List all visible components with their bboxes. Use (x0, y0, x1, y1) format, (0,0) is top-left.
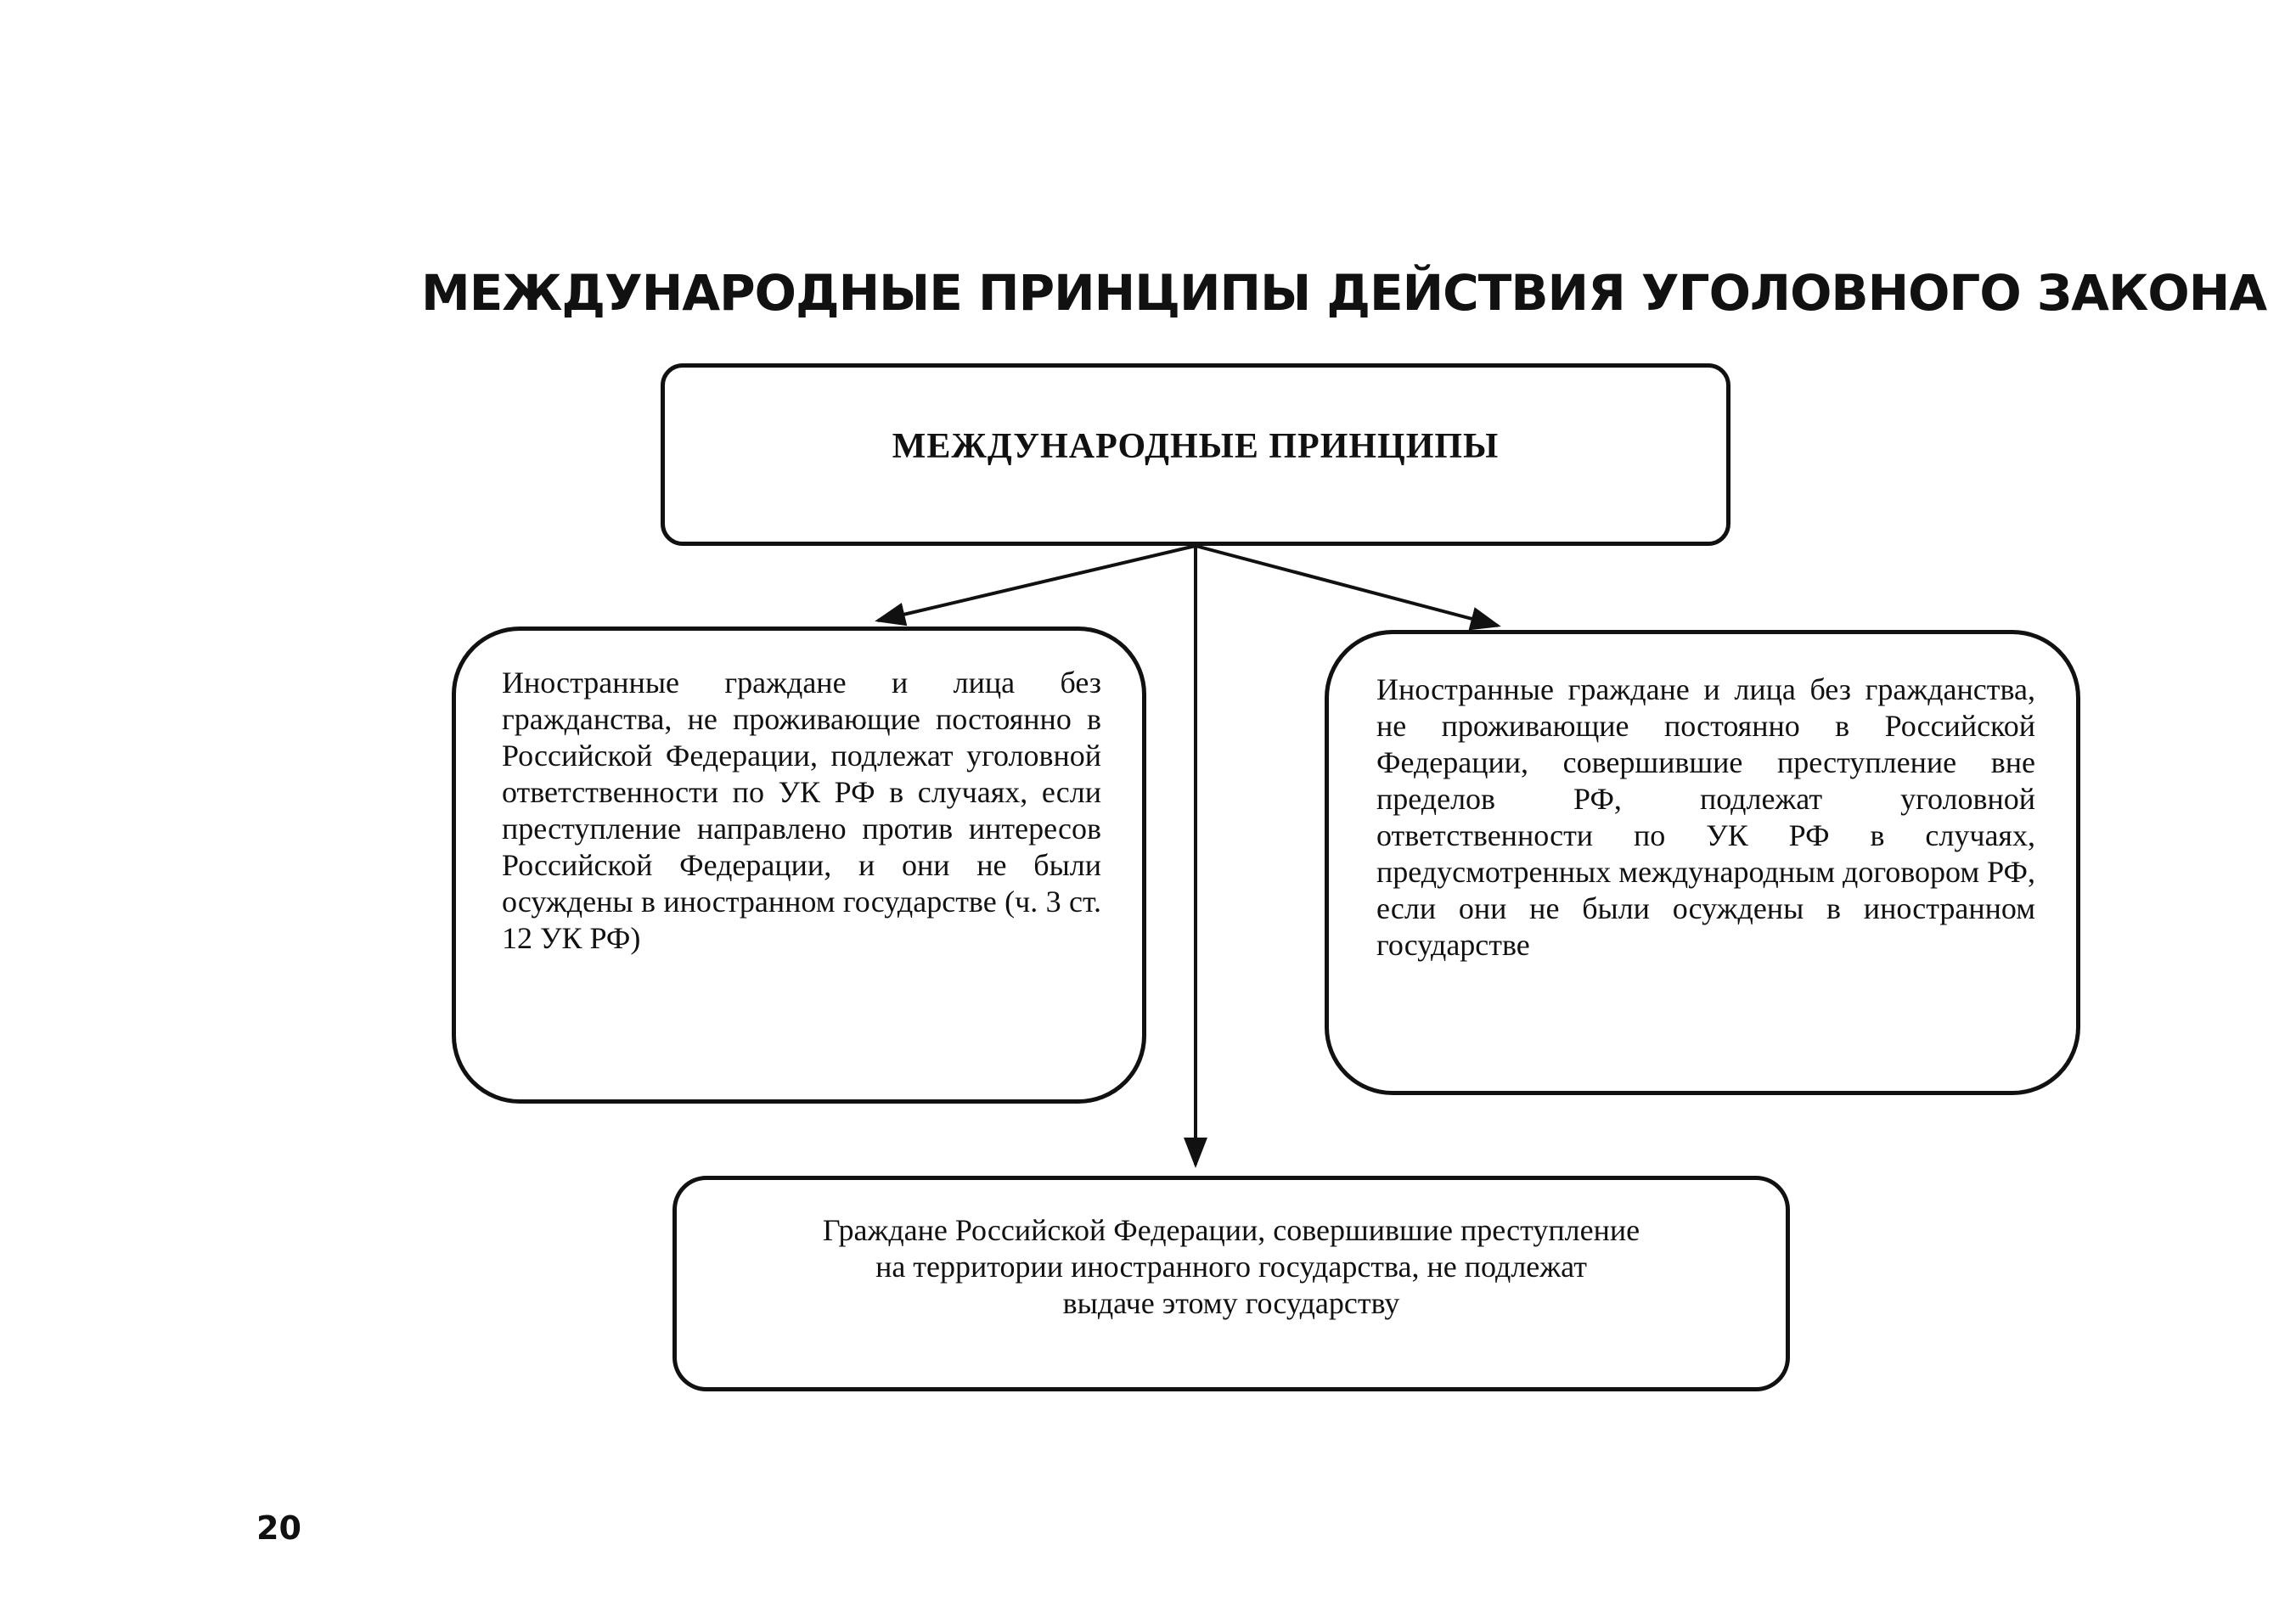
bottom-box-line-1: Граждане Российской Федерации, совершившие преступление (822, 1212, 1640, 1247)
bottom-box-line-2: на территории иностранного государства, не подлежат (875, 1249, 1587, 1284)
top-box-international-principles (661, 363, 1730, 546)
left-box-foreign-citizens-interests (452, 627, 1146, 1104)
right-box-international-treaty (1325, 630, 2080, 1095)
top-box-label: МЕЖДУНАРОДНЫЕ ПРИНЦИПЫ (892, 426, 1500, 466)
right-box-text: Иностранные граждане и лица без гражданства, не проживающие постоянно в Российской Федерации, совершившие преступление вне пределов РФ, подлежат уголовной ответственности по УК РФ в случаях, предусмотренных международным договором РФ, если они не были осуждены в иностранном государстве (1376, 672, 2035, 962)
bottom-box-line-3: выдаче этому государству (1062, 1285, 1400, 1320)
page-number: 20 (256, 1509, 301, 1547)
page-title: МЕЖДУНАРОДНЫЕ ПРИНЦИПЫ ДЕЙСТВИЯ УГОЛОВНОГО ЗАКОНА (421, 264, 2267, 322)
arrow-to-left-box (878, 546, 1196, 621)
arrow-to-right-box (1196, 546, 1498, 626)
bottom-box-no-extradition (672, 1176, 1790, 1391)
left-box-text: Иностранные граждане и лица без гражданства, не проживающие постоянно в Российской Федерации, подлежат уголовной ответственности по УК РФ в случаях, если преступление направлено против интересов Российской Федерации, и они не были осуждены в иностранном государстве (ч. 3 ст. 12 УК РФ) (502, 666, 1101, 955)
